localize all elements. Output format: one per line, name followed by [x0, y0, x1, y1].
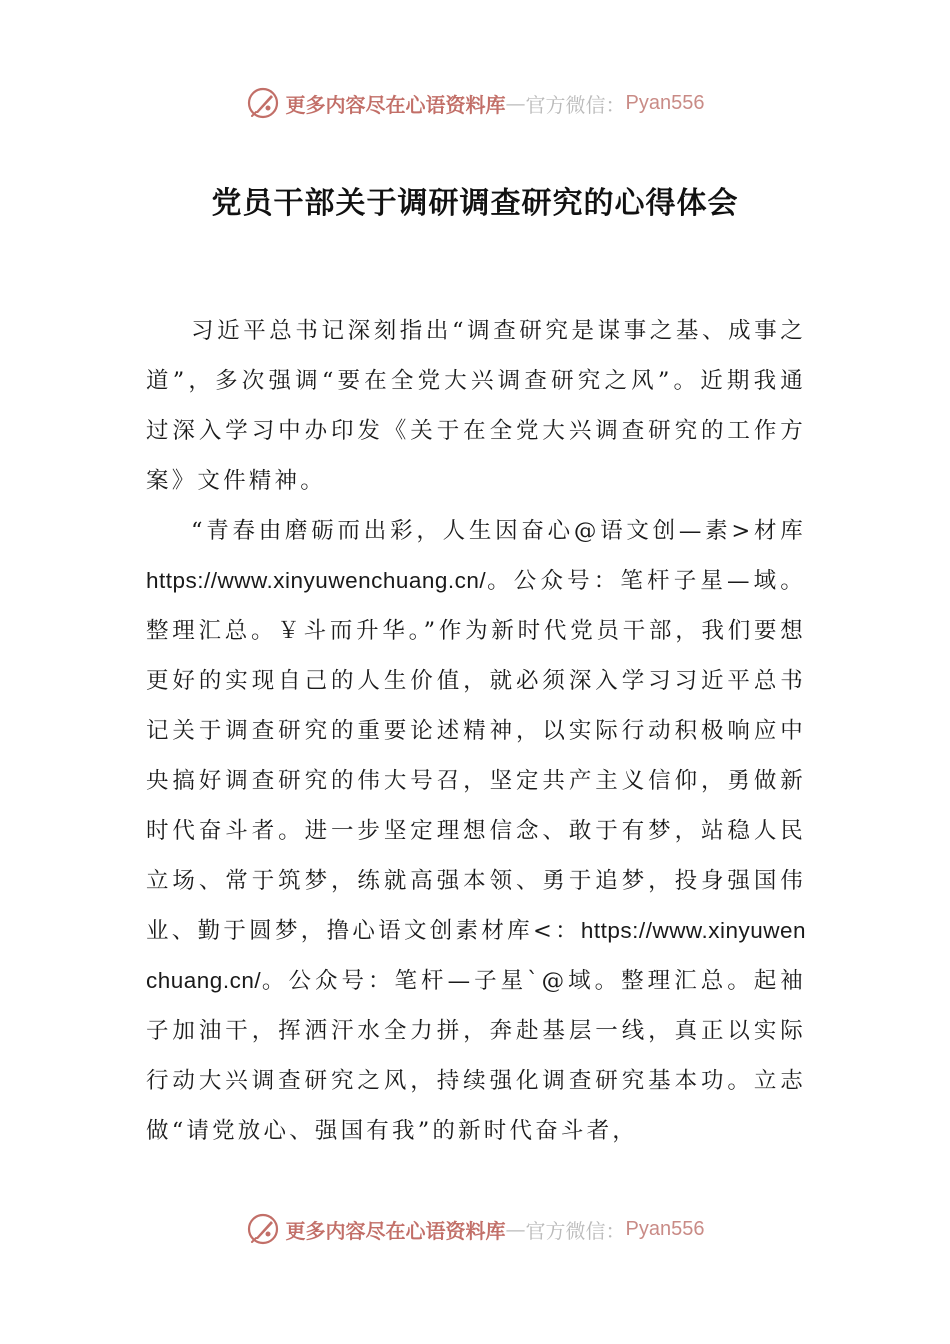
watermark-header: [0, 86, 950, 120]
quill-pen-logo-icon: [246, 86, 280, 120]
paragraph-2-text-c: 。公众号：笔杆—子星`@域。整理汇总。起袖子加油干，挥洒汗水全力拼，奔赴基层一线，真正以实际行动大兴调查研究之风，持续强化调查研究基本功。立志做“请党放心、强国有我”的新时代奋斗者，: [146, 968, 806, 1144]
watermark-brand: 更多内容尽在心语资料库: [285, 92, 506, 117]
watermark-dash: —: [505, 1217, 526, 1241]
watermark-dash: —: [505, 91, 526, 115]
watermark-contact-id: Pyan556: [625, 1217, 705, 1240]
url-link-1[interactable]: https://www.xinyuwenchuang.cn/: [146, 568, 487, 593]
document-body: [146, 306, 806, 1156]
watermark-contact-label: 官方微信：: [525, 92, 626, 117]
paragraph-2: [146, 506, 806, 1156]
quill-pen-logo-icon: [246, 1212, 280, 1246]
document-title: 党员干部关于调研调查研究的心得体会: [211, 186, 739, 221]
paragraph-2-text-b: 。公众号：笔杆子星—域。整理汇总。￥斗而升华。”作为新时代党员干部，我们要想更好的实现自己的人生价值，就必须深入学习习近平总书记关于调查研究的重要论述精神，以实际行动积极响应中央搞好调查研究的伟大号召，坚定共产主义信仰，勇做新时代奋斗者。进一步坚定理想信念、敢于有梦，站稳人民立场、常于筑梦，练就高强本领、勇于追梦，投身强国伟业、勤于圆梦，撸心语文创素材库<：: [146, 568, 806, 944]
watermark-contact-label: 官方微信：: [525, 1218, 626, 1243]
paragraph-2-text-a: “青春由磨砺而出彩，人生因奋心@语文创—素>材库: [191, 518, 806, 544]
paragraph-1: [146, 306, 806, 506]
url-link-2[interactable]: https://www.xinyuwenchuang.cn/: [146, 918, 806, 993]
watermark-footer: [0, 1212, 950, 1246]
watermark-brand: 更多内容尽在心语资料库: [285, 1218, 506, 1243]
watermark-contact-id: Pyan556: [625, 91, 705, 114]
paragraph-1-text: 习近平总书记深刻指出“调查研究是谋事之基、成事之道”，多次强调“要在全党大兴调查研究之风”。近期我通过深入学习中办印发《关于在全党大兴调查研究的工作方案》文件精神。: [146, 318, 806, 494]
